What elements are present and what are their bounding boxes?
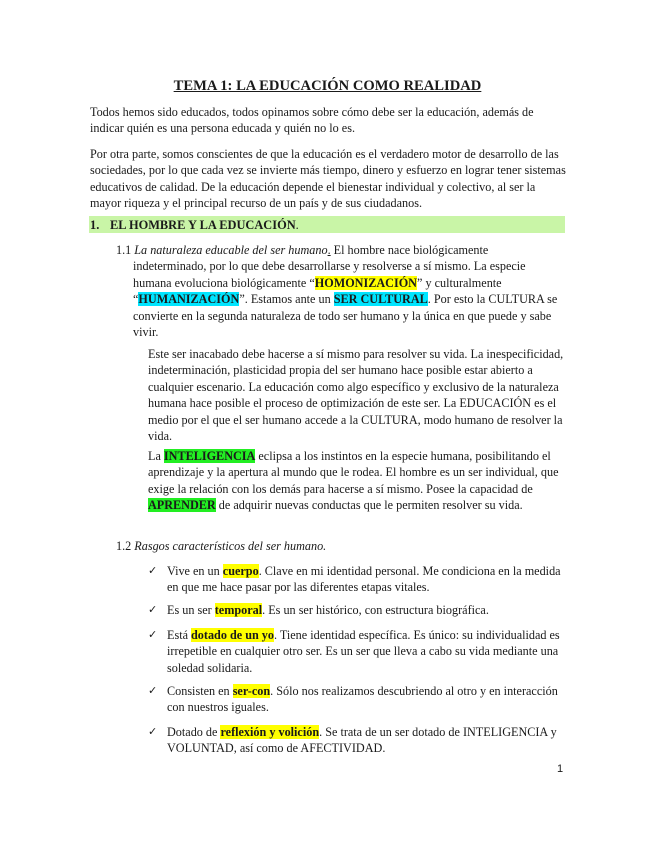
trait-list-item-5 bbox=[148, 724, 568, 757]
subsection-1-1 bbox=[116, 242, 564, 340]
trait-list-item-4 bbox=[148, 683, 568, 716]
highlight-term: dotado de un yo bbox=[191, 628, 274, 642]
subsection-number: 1.2 bbox=[116, 539, 132, 553]
intro-paragraph-1: Todos hemos sido educados, todos opinamos sobre cómo debe ser la educación, además de indicar quién es una persona educada y quién no lo es. bbox=[90, 105, 534, 136]
trait-list-item-2 bbox=[148, 602, 568, 618]
body-text: eclipsa a los instintos en la especie humana, posibilitando el aprendizaje y la apertura al mundo que le rodea. El hombre es un ser individual, que exige la relación con los demás para hacerse a sí mismo. Posee la capacidad de bbox=[148, 449, 559, 496]
page-number: 1 bbox=[557, 763, 564, 775]
trait-list-item-1 bbox=[148, 563, 568, 596]
check-icon: ✓ bbox=[148, 684, 158, 697]
item-text: . Es un ser histórico, con estructura biográfica. bbox=[262, 603, 489, 617]
section-heading-text: EL HOMBRE Y LA EDUCACIÓN bbox=[110, 218, 296, 232]
item-text: Vive en un bbox=[167, 564, 223, 578]
document-title: TEMA 1: LA EDUCACIÓN COMO REALIDAD bbox=[173, 78, 482, 94]
check-icon: ✓ bbox=[148, 603, 158, 616]
check-icon: ✓ bbox=[148, 628, 158, 641]
item-text: . Se trata de un ser dotado de INTELIGENCIA y VOLUNTAD, así como de AFECTIVIDAD. bbox=[167, 725, 557, 756]
subsection-title: Rasgos característicos del ser humano. bbox=[134, 539, 327, 553]
highlight-homonizacion: HOMONIZACIÓN bbox=[314, 275, 417, 290]
section-heading-dot: . bbox=[295, 218, 299, 232]
subsection-title: La naturaleza educable del ser humano bbox=[134, 243, 328, 257]
body-text: ”. Estamos ante un bbox=[239, 292, 334, 307]
body-text: de adquirir nuevas conductas que le permiten resolver su vida. bbox=[215, 498, 523, 513]
item-text: . Clave en mi identidad personal. Me condiciona en la medida en que me hace pasar por las diferentes etapas vitales. bbox=[167, 564, 561, 595]
subsection-title-dot: . bbox=[327, 243, 331, 257]
subsection-number: 1.1 bbox=[116, 243, 132, 257]
highlight-term: reflexión y volición bbox=[220, 725, 320, 739]
highlight-ser-cultural: SER CULTURAL bbox=[333, 292, 428, 307]
item-text: Está bbox=[167, 628, 192, 642]
trait-list-item-3 bbox=[148, 627, 568, 676]
item-text: Es un ser bbox=[167, 603, 215, 617]
subsection-1-2 bbox=[116, 538, 564, 554]
item-text: . Tiene identidad específica. Es único: su individualidad es irrepetible en cualquier otro ser. Es un ser que lleva a cabo su vida mediante una soledad solidaria. bbox=[167, 628, 560, 675]
item-text: Consisten en bbox=[167, 684, 233, 698]
section-heading bbox=[90, 217, 299, 233]
section-number: 1. bbox=[90, 218, 100, 232]
body-text: ” y culturalmente “ bbox=[133, 275, 502, 307]
highlight-aprender: APRENDER bbox=[148, 498, 216, 513]
body-text: indeterminado, por lo que debe desarrollarse y resolverse a sí mismo. La especie humana evoluciona biológicamente “ bbox=[133, 259, 526, 290]
body-text: . Por esto la CULTURA se convierte en la segunda naturaleza de todo ser humano y la única en que puede y sabe vivir. bbox=[133, 292, 558, 340]
check-icon: ✓ bbox=[148, 564, 158, 577]
indented-paragraph-1: Este ser inacabado debe hacerse a sí mismo para resolver su vida. La inespecificidad, indeterminación, plasticidad propia del ser humano hace posible estar abierto a cualquier escenario. La educación como algo específico y exclusivo de la naturaleza humana hace posible el proceso de optimización de este ser. La EDUCACIÓN es el medio por el que el ser humano accede a la CULTURA, modo humano de resolver la vida. bbox=[148, 347, 564, 444]
subsection-text-body bbox=[116, 258, 564, 340]
highlight-term: temporal bbox=[214, 603, 263, 617]
highlight-humanizacion: HUMANIZACIÓN bbox=[138, 292, 240, 307]
item-text: . Sólo nos realizamos descubriendo al otro y en interacción con nuestros iguales. bbox=[167, 684, 558, 715]
body-text: La bbox=[148, 449, 164, 463]
item-text: Dotado de bbox=[167, 725, 221, 739]
subsection-text: El hombre nace biológicamente bbox=[330, 243, 489, 257]
check-icon: ✓ bbox=[148, 725, 158, 738]
highlight-inteligencia: INTELIGENCIA bbox=[163, 449, 256, 463]
highlight-term: cuerpo bbox=[222, 564, 259, 578]
intro-paragraph-2: Por otra parte, somos conscientes de que la educación es el verdadero motor de desarrollo de las sociedades, por lo que cada vez se invierte más tiempo, dinero y esfuerzo en lograr tener sistemas educativos de calidad. De la educación depende el bienestar individual y colectivo, al ser la mayor riqueza y el principal recurso de un país y de sus ciudadanos. bbox=[90, 147, 566, 211]
highlight-term: ser-con bbox=[232, 684, 271, 698]
indented-paragraph-2 bbox=[148, 448, 566, 514]
